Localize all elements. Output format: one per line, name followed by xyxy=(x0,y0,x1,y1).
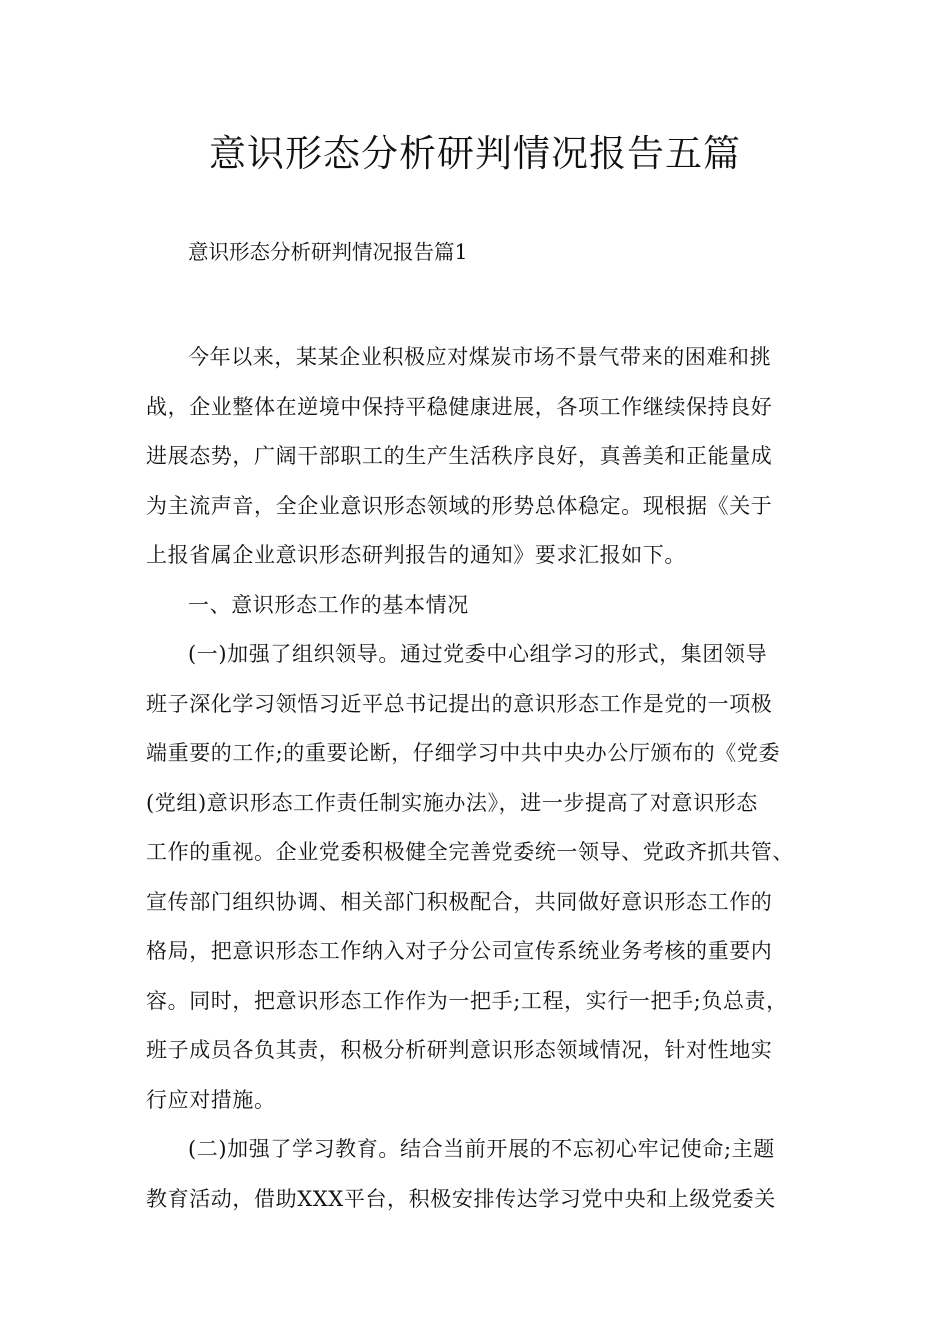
text-line: 班子深化学习领悟习近平总书记提出的意识形态工作是党的一项极 xyxy=(146,691,773,716)
text-line: 班子成员各负其责，积极分析研判意识形态领域情况，针对性地实 xyxy=(146,1038,773,1062)
paragraph-intro xyxy=(146,333,810,581)
text-line: 上报省属企业意识形态研判报告的通知》要求汇报如下。 xyxy=(146,543,686,567)
text-line: (党组)意识形态工作责任制实施办法》，进一步提高了对意识形态 xyxy=(146,790,758,815)
text-line: 宣传部门组织协调、相关部门积极配合，共同做好意识形态工作的 xyxy=(146,889,773,914)
text-line: 进展态势，广阔干部职工的生产生活秩序良好，真善美和正能量成 xyxy=(146,444,773,468)
document-body xyxy=(146,333,810,1224)
text-line: 工作的重视。企业党委积极健全完善党委统一领导、党政齐抓共管、 xyxy=(146,840,794,864)
text-line: 格局，把意识形态工作纳入对子分公司宣传系统业务考核的重要内 xyxy=(146,939,773,963)
text-line: 战，企业整体在逆境中保持平稳健康进展，各项工作继续保持良好 xyxy=(146,394,773,419)
section-heading xyxy=(146,581,810,631)
text-line: 容。同时，把意识形态工作作为一把手;工程，实行一把手;负总责， xyxy=(146,988,788,1013)
text-line: 今年以来，某某企业积极应对煤炭市场不景气带来的困难和挑 xyxy=(188,345,772,369)
text-line: 一、意识形态工作的基本情况 xyxy=(188,592,469,617)
document-title: 意识形态分析研判情况报告五篇 xyxy=(209,132,741,175)
text-line: 端重要的工作;的重要论断，仔细学习中共中央办公厅颁布的《党委 xyxy=(146,741,781,765)
paragraph-organization xyxy=(146,630,810,1125)
text-line: (一)加强了组织领导。通过党委中心组学习的形式，集团领导 xyxy=(188,642,768,666)
document-subtitle: 意识形态分析研判情况报告篇1 xyxy=(188,240,468,264)
text-line: (二)加强了学习教育。结合当前开展的不忘初心牢记使命;主题 xyxy=(188,1137,775,1161)
text-line: 为主流声音，全企业意识形态领域的形势总体稳定。现根据《关于 xyxy=(146,493,773,518)
text-line: 行应对措施。 xyxy=(146,1087,276,1112)
paragraph-education xyxy=(146,1125,810,1224)
text-line: 教育活动，借助XXX平台，积极安排传达学习党中央和上级党委关 xyxy=(146,1186,776,1211)
